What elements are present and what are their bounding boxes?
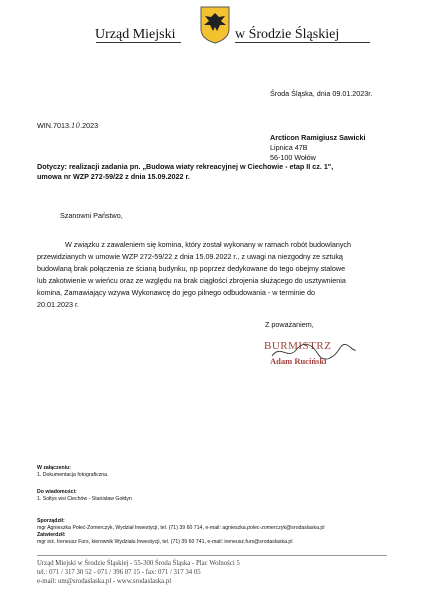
closing: Z poważaniem, xyxy=(265,320,314,329)
reference-prefix: WIN.7013. xyxy=(37,121,71,130)
body-line: przewidzianych w umowie WZP 272-59/22 z dnia 15.09.2022 r., z uwagi na niezgodny ze sztuką xyxy=(37,252,343,261)
eagle-crest-icon xyxy=(199,5,231,45)
enclosures xyxy=(37,465,109,479)
carbon-copy xyxy=(37,489,132,503)
recipient-name: Arcticon Ramigiusz Sawicki xyxy=(270,133,366,142)
prepared-label: Sporządził: xyxy=(37,518,65,524)
office-name-left: Urząd Miejski xyxy=(95,27,176,42)
body-line: lub zakotwienie w wieńcu oraz ze względu na brak ciągłości zbrojenia służącego do usztywnienia xyxy=(37,276,346,285)
approved-line: mgr inż. Ireneusz Furs, kierownik Wydziału Inwestycji, tel. (71) 39 60 741, e-mail: ireneusz.furs@srodaslaska.pl xyxy=(37,539,293,545)
signature-name: Adam Ruciński xyxy=(270,356,327,366)
body-paragraph xyxy=(37,239,392,311)
office-name-right: w Środzie Śląskiej xyxy=(235,27,340,42)
body-line: budowlaną brak połączenia ze ścianą budynku, np poprzez dedykowane do tego obejmy stalowe xyxy=(37,264,346,273)
letterhead-rule-left xyxy=(96,42,181,43)
signature-title: BURMISTRZ xyxy=(264,340,332,352)
body-line: 20.01.2023 r. xyxy=(37,300,79,309)
subject-line-1: realizacji zadania pn. „Budowa wiaty rekreacyjnej w Ciechowie - etap II cz. 1", xyxy=(68,162,334,171)
subject-label: Dotyczy: xyxy=(37,162,67,171)
footer-phone: tel.: 071 / 317 30 52 - 071 / 396 07 15 - fax: 071 / 317 34 05 xyxy=(37,569,201,576)
recipient-street: Lipnica 47B xyxy=(270,143,308,152)
cc-item: 1. Sołtys wsi Ciechów - Stanisław Gołdyn xyxy=(37,496,132,502)
enclosures-label: W załączeniu: xyxy=(37,465,72,471)
letterhead-rule-right xyxy=(235,42,370,43)
body-line: komina, Zamawiający wzywa Wykonawcę do jego pilnego odbudowania - w terminie do xyxy=(37,288,315,297)
subject-line-2: umowa nr WZP 272-59/22 z dnia 15.09.2022 r. xyxy=(37,172,190,181)
prepared-line: mgr Agnieszka Połeć-Zomerczyk, Wydział Inwestycji, tel. (71) 39 60 714, e-mail: agnieszka.polec-zomerczyk@srodaslaska.pl xyxy=(37,525,325,531)
footer-contact[interactable]: e-mail: um@srodaslaska.pl - www.srodaslaska.pl xyxy=(37,578,172,585)
footer-rule xyxy=(37,555,387,556)
approved-label: Zatwierdził: xyxy=(37,532,66,538)
prepared-by xyxy=(37,518,324,546)
reference-number xyxy=(37,121,98,131)
subject xyxy=(37,162,397,182)
cc-label: Do wiadomości: xyxy=(37,489,77,495)
footer xyxy=(37,559,240,586)
reference-year: .2023 xyxy=(80,121,99,130)
reference-handwritten: 10 xyxy=(70,121,81,130)
footer-address: Urząd Miejski w Środzie Śląskiej - 55-300 Środa Śląska - Plac Wolności 5 xyxy=(37,560,240,567)
place-date: Środa Śląska, dnia 09.01.2023r. xyxy=(270,89,373,98)
recipient-address xyxy=(270,133,365,163)
enclosure-item: 1. Dokumentacja fotograficzna. xyxy=(37,472,109,478)
greeting: Szanowni Państwo, xyxy=(60,211,123,220)
body-line: W związku z zawaleniem się komina, który został wykonany w ramach robót budowlanych xyxy=(65,240,352,249)
recipient-city: 56-100 Wołów xyxy=(270,153,316,162)
